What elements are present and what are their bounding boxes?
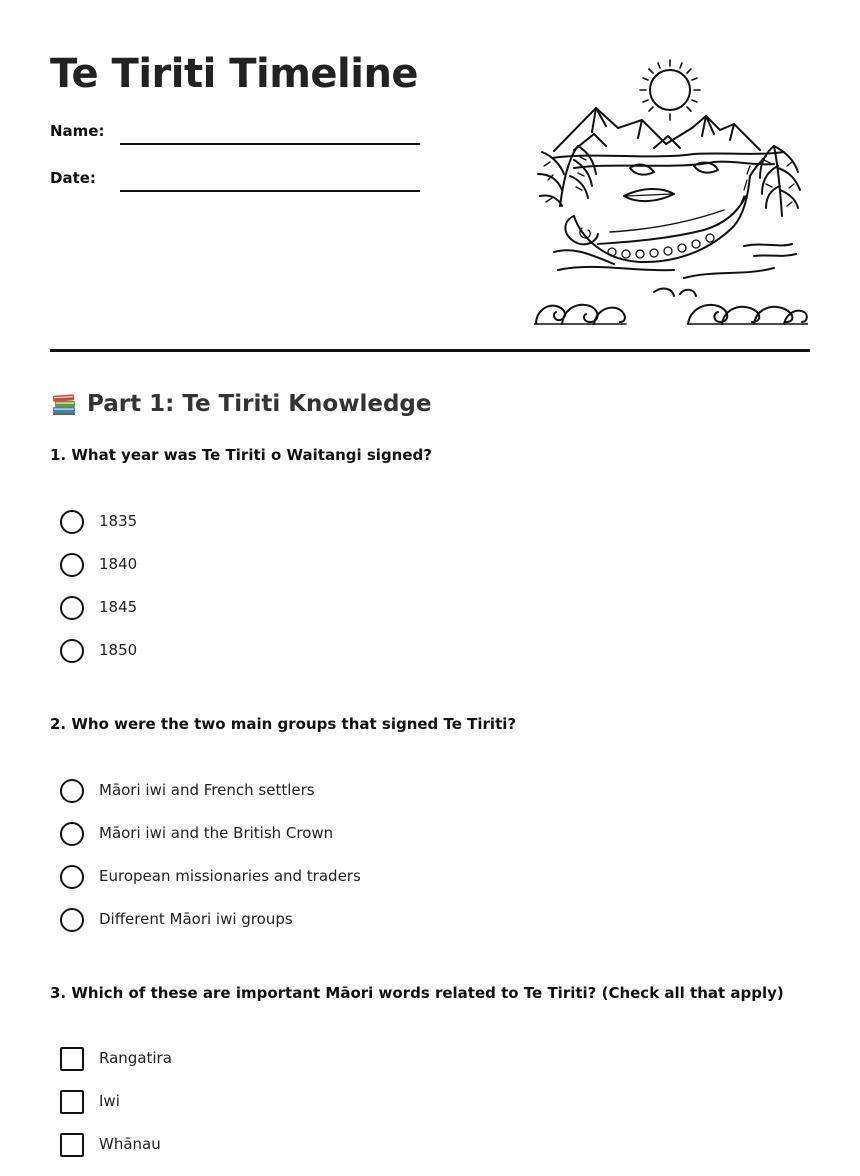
radio-button[interactable] — [60, 908, 84, 932]
option-1850[interactable] — [60, 639, 137, 682]
worksheet-header — [50, 0, 810, 352]
option-label: 1840 — [99, 555, 138, 573]
name-label: Name: — [50, 122, 105, 140]
radio-button[interactable] — [60, 596, 84, 620]
option-label: Rangatira — [99, 1049, 172, 1067]
waka-landscape-illustration — [534, 56, 808, 326]
radio-button[interactable] — [60, 779, 84, 803]
question-3: 3. Which of these are important Māori words related to Te Tiriti? (Check all that apply) — [50, 984, 784, 1002]
radio-button[interactable] — [60, 553, 84, 577]
option-label: Whānau — [99, 1135, 161, 1153]
question-1: 1. What year was Te Tiriti o Waitangi signed? — [50, 446, 432, 464]
option-1840[interactable] — [60, 553, 137, 596]
part1-title-text: Part 1: Te Tiriti Knowledge — [87, 391, 432, 417]
name-field — [50, 118, 420, 148]
option-maori-british[interactable] — [60, 822, 361, 865]
radio-button[interactable] — [60, 639, 84, 663]
option-whanau[interactable] — [60, 1133, 172, 1176]
option-label: Different Māori iwi groups — [99, 910, 293, 928]
checkbox[interactable] — [60, 1090, 84, 1114]
option-label: 1845 — [99, 598, 138, 616]
page-title: Te Tiriti Timeline — [50, 51, 419, 97]
radio-button[interactable] — [60, 510, 84, 534]
question-2-options — [60, 779, 361, 951]
option-label: 1850 — [99, 641, 138, 659]
option-label: European missionaries and traders — [99, 867, 361, 885]
option-1835[interactable] — [60, 510, 137, 553]
radio-button[interactable] — [60, 865, 84, 889]
option-missionaries-traders[interactable] — [60, 865, 361, 908]
option-1845[interactable] — [60, 596, 137, 639]
option-label: Iwi — [99, 1092, 120, 1110]
date-field — [50, 165, 420, 195]
option-label: Māori iwi and the British Crown — [99, 824, 334, 842]
part1-title — [50, 388, 432, 420]
radio-button[interactable] — [60, 822, 84, 846]
question-3-options — [60, 1047, 172, 1176]
checkbox[interactable] — [60, 1047, 84, 1071]
option-label: 1835 — [99, 512, 138, 530]
option-iwi-groups[interactable] — [60, 908, 361, 951]
option-label: Māori iwi and French settlers — [99, 781, 315, 799]
question-1-options — [60, 510, 137, 682]
checkbox[interactable] — [60, 1133, 84, 1157]
name-line[interactable] — [120, 143, 420, 145]
option-maori-french[interactable] — [60, 779, 361, 822]
question-2: 2. Who were the two main groups that signed Te Tiriti? — [50, 715, 517, 733]
books-icon — [50, 390, 78, 418]
option-rangatira[interactable] — [60, 1047, 172, 1090]
date-line[interactable] — [120, 190, 420, 192]
date-label: Date: — [50, 169, 96, 187]
option-iwi[interactable] — [60, 1090, 172, 1133]
header-divider — [50, 349, 810, 352]
